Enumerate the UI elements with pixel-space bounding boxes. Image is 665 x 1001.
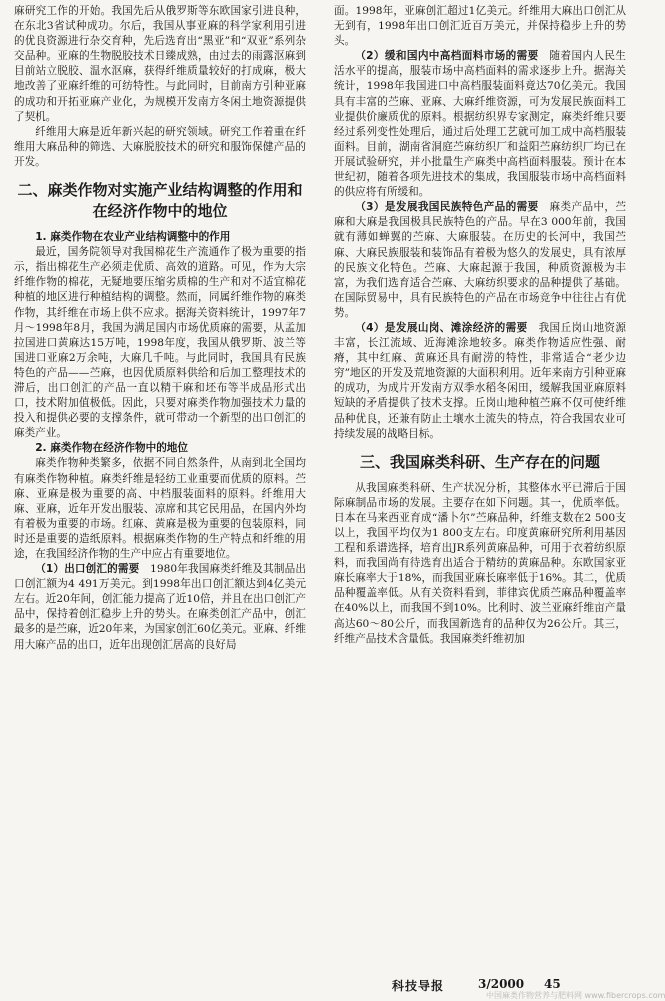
paragraph: 麻类作物种类繁多，依据不同自然条件，从南到北全国均有麻类作物种植。麻类纤维是轻纺工业重要而优质的原料。苎麻、亚麻是极为重要的高、中档服装面料的原料。纤维用大麻、亚麻，近年开发出服装、凉席和其它民用品，在国内外均有着极为重要的市场。红麻、黄麻是极为重要的包装原料，同时还是重要的造纸原料。根据麻类作物的生产特点和纤维的用途，在我国经济作物的生产中应占有重要地位。 xyxy=(14,457,306,560)
paragraph xyxy=(14,562,306,653)
right-column xyxy=(334,4,626,647)
paragraph-body: 麻类产品中，苎麻和大麻是我国极具民族特色的产品。早在3 000年前，我国就有薄如蝉翼的苎麻、大麻服装。在历史的长河中，我国苎麻、大麻民族服装和装饰品有着极为悠久的发展史，具有浓厚的民族文化特色。苎麻、大麻起源于我国，种质资源极为丰富，为我们选育适合苎麻、大麻纺织要求的品种提供了基础。在国际贸易中，具有民族特色的产品在市场竞争中往往占有优势。 xyxy=(334,201,627,319)
paragraph xyxy=(334,49,626,200)
paragraph-lead: （3）是发展我国民族特色产品的需要 xyxy=(355,201,539,214)
paragraph-body: 1980年我国麻类纤维及其制品出口创汇额为4 491万美元。到1998年出口创汇额达到4亿美元左右。近20年间，创汇能力提高了近10倍，并且在出口创汇产品中，保持着创汇稳步上升的势头。在麻类创汇产品中，创汇最多的是苎麻，近20年来，为国家创汇60亿美元。亚麻、纤维用大麻产品的出口，近年出现创汇居高的良好局 xyxy=(14,563,306,651)
paragraph: 最近，国务院领导对我国棉花生产流通作了极为重要的指示，指出棉花生产必须走优质、高效的道路。可见，作为大宗纤维作物的棉花，无疑地要压缩劣质棉的生产和对不适宜棉花种植的地区进行种植结构的调整。然而，同属纤维作物的麻类作物，其纤维在市场上供不应求。据海关资料统计，1997年7月～1998年8月，我国为满足国内市场优质麻的需要，从孟加拉国进口黄麻达15万吨，1998年度，我国从俄罗斯、波兰等国进口亚麻2万余吨，大麻几千吨。与此同时，我国具有民族特色的产品——苎麻，也因优质原料供给和后加工整理技术的滞后，出口创汇的产品一直以精干麻和坯布等半成品形式出口，技术附加值极低。因此，只要对麻类作物加强技术力量的投入和提供必要的支撑条件，就可带动一个新型的出口创汇的麻类产业。 xyxy=(14,246,306,440)
paragraph xyxy=(334,321,626,442)
paragraph: 从我国麻类科研、生产状况分析，其整体水平已滞后于国际麻制品市场的发展。主要存在如下问题。其一，优质率低。日本在马来西亚育成“潘卜尔”苎麻品种，纤维支数在2 500支以上，我国平均仅为1 800支左右。印度黄麻研究所利用基因工程和系谱选择，培育出JR系列黄麻品种，可用于衣着纺织原料，而我国尚有待选育出适合于精纺的黄麻品种。东欧国家亚麻长麻率大于18%，而我国亚麻长麻率低于16%。其二，优质品种覆盖率低。从有关资料看到，菲律宾优质苎麻品种覆盖率在40%以上，而我国不到10%。比利时、波兰亚麻纤维亩产量高达60～80公斤，而我国新选育的品种仅为26公斤。其三，纤维产品技术含量低。我国麻类纤维初加 xyxy=(334,481,626,645)
paragraph: 麻研究工作的开始。我国先后从俄罗斯等东欧国家引进良种，在东北3省试种成功。尔后，我国从事亚麻的科学家利用引进的优良资源进行杂交育种，先后选育出“黑亚”和“双亚”系列杂交品种。亚麻的生物脱胶技术日臻成熟，由过去的雨露沤麻到目前站立脱胶、温水沤麻，获得纤维质量较好的打成麻，极大地改善了亚麻纤维的可纺特性。与此同时，目前南方引种亚麻的成功和开拓亚麻产业化，为规模开发南方冬闲土地资源提供了契机。 xyxy=(14,5,306,123)
paragraph: 纤维用大麻是近年新兴起的研究领域。研究工作着重在纤维用大麻品种的筛选、大麻脱胶技术的研究和服饰保健产品的开发。 xyxy=(14,125,306,168)
section-heading-3: 三、我国麻类科研、生产存在的问题 xyxy=(359,452,600,471)
subheading-2: 2. 麻类作物在经济作物中的地位 xyxy=(35,442,188,455)
left-column xyxy=(14,4,306,653)
paragraph-lead: （1）出口创汇的需要 xyxy=(35,563,140,576)
paragraph: 面。1998年，亚麻创汇超过1亿美元。纤维用大麻出口创汇从无到有，1998年出口创汇近百万美元，并保持稳步上升的势头。 xyxy=(334,5,626,48)
page-number: 45 xyxy=(544,977,561,991)
issue-number: 3/2000 xyxy=(478,977,525,991)
paragraph-body: 我国丘岗山地资源丰富，长江流域、近海滩涂地较多。麻类作物适应性强、耐瘠，其中红麻、黄麻还具有耐涝的特性，非常适合“老少边穷”地区的开发及荒地资源的大面积利用。近年来南方引种亚麻的成功，为成片开发南方双季水稻冬闲田，缓解我国亚麻原料短缺的矛盾提供了技术支撑。丘岗山地种植苎麻不仅可使纤维品种优良，还兼有防止土壤水土流失的特点，符合我国农业可持续发展的战略目标。 xyxy=(334,321,626,440)
paragraph-body: 随着国内人民生活水平的提高，服装市场中高档面料的需求逐步上升。据海关统计，1998年我国进口中高档服装面料竟达70亿美元。我国具有丰富的苎麻、亚麻、大麻纤维资源，可为发展民族面料工业提供价廉质优的原料。根据纺织界专家测定，麻类纤维只要经过系列变性处理后，通过后处理工艺就可加工成中高档服装面料。目前，湖南省洞庭苎麻纺织厂和益阳苎麻纺织厂均已在开展试验研究，并小批量生产麻类中高档面料服装。预计在本世纪初，随着各项先进技术的集成，我国服装市场中高档面料的供应将有所缓和。 xyxy=(334,50,627,199)
paragraph xyxy=(334,200,626,321)
section-heading-2: 二、麻类作物对实施产业结构调整的作用和在经济作物中的地位 xyxy=(17,181,303,221)
journal-name: 科技导报 xyxy=(392,979,445,993)
watermark: 中国麻类作物营养与肥料网 www.fibercrops.com xyxy=(486,991,665,1000)
subheading-1: 1. 麻类作物在农业产业结构调整中的作用 xyxy=(35,231,231,244)
paragraph-lead: （4）是发展山岗、滩涂经济的需要 xyxy=(355,321,528,334)
paragraph-lead: （2）缓和国内中高档面料市场的需要 xyxy=(355,50,539,63)
